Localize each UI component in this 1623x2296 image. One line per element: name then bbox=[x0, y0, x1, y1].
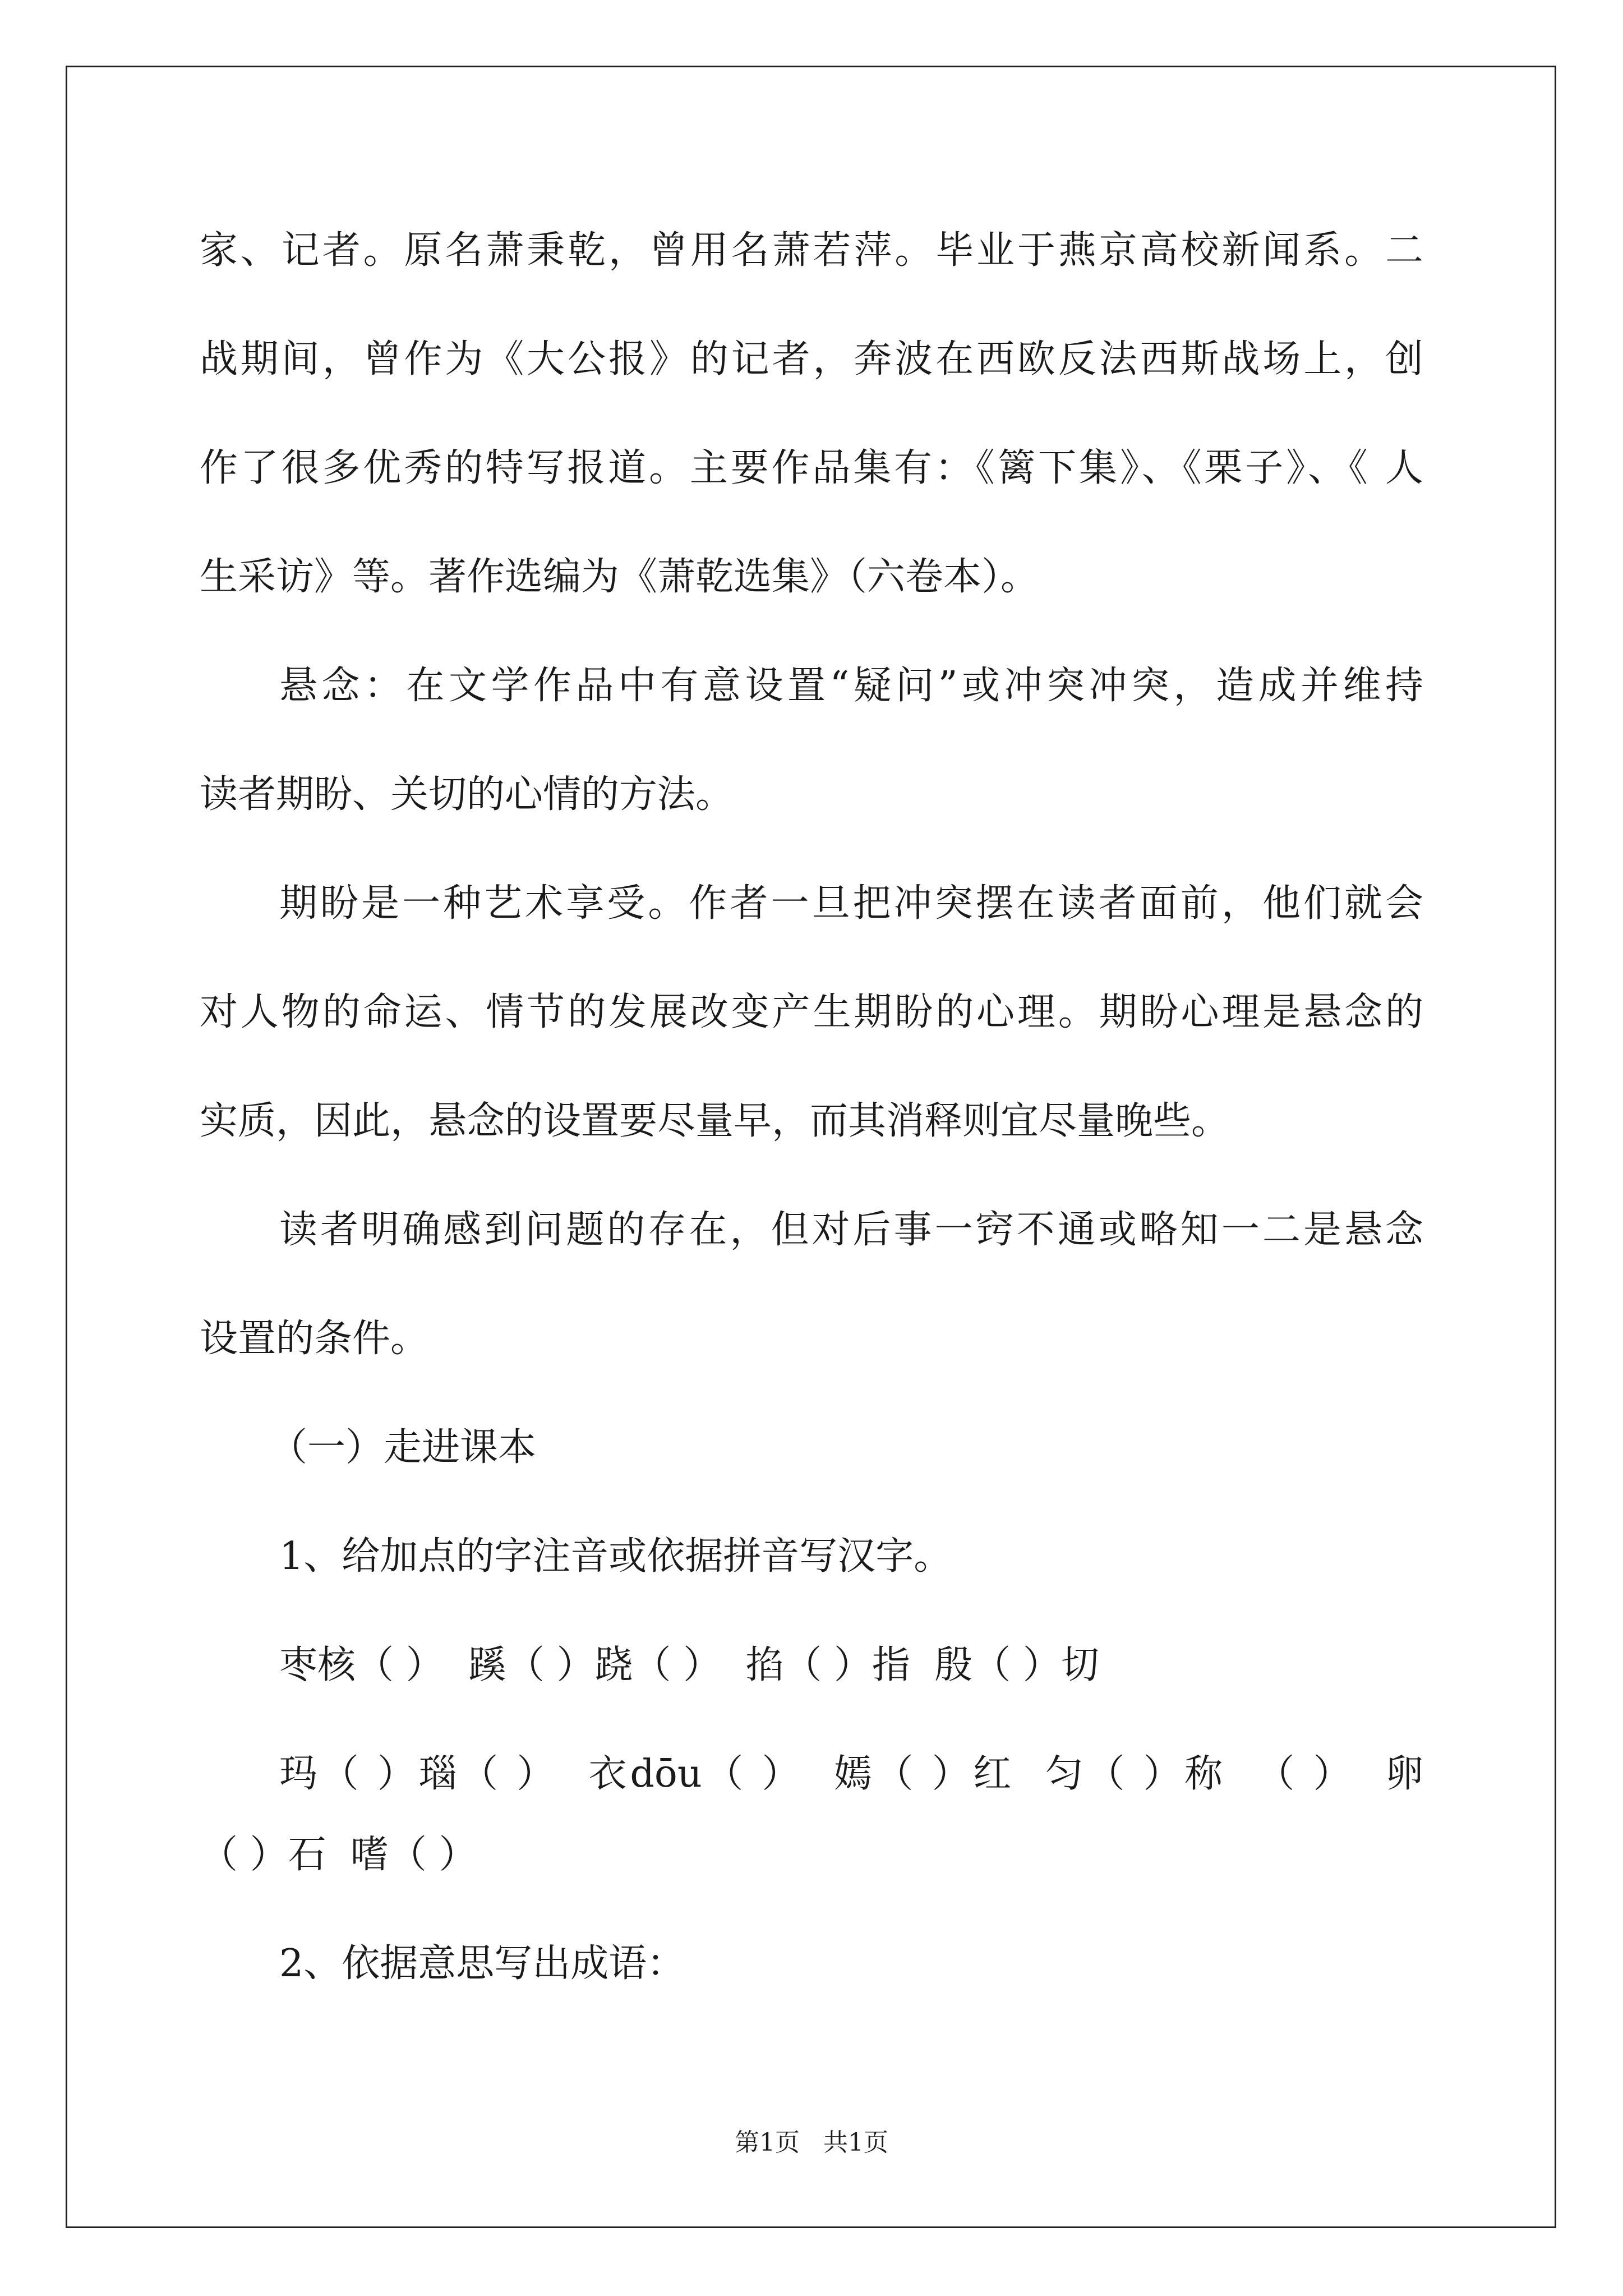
question1-line-1: 枣核（ ） 蹊（ ）跷（ ） 掐（ ）指 殷（ ）切 bbox=[279, 1643, 1099, 1687]
expectation-line-3: 实质，因此，悬念的设置要尽量早，而其消释则宜尽量晚些。 bbox=[200, 1099, 1230, 1143]
condition-line-1: 读者明确感到问题的存在，但对后事一窍不通或略知一二是悬念 bbox=[279, 1208, 1423, 1252]
question2-prompt: 2、依据意思写出成语： bbox=[279, 1941, 685, 1986]
question1-line-2: 玛（ ）瑙（ ） 衣dōu（ ） 嫣（ ）红 匀（ ）称 （ ） 卵 bbox=[279, 1752, 1423, 1796]
condition-line-2: 设置的条件。 bbox=[200, 1317, 429, 1361]
bio-line-1: 家、记者。原名萧秉乾，曾用名萧若萍。毕业于燕京高校新闻系。二 bbox=[200, 228, 1423, 273]
expectation-line-1: 期盼是一种艺术享受。作者一旦把冲突摆在读者面前，他们就会 bbox=[279, 881, 1423, 926]
question1-line-3: （ ）石 嗜（ ） bbox=[200, 1833, 477, 1877]
bio-line-4: 生采访》等。著作选编为《萧乾选集》（六卷本）。 bbox=[200, 555, 1039, 599]
bio-line-3: 作了很多优秀的特写报道。主要作品集有：《篱下集》、《栗子》、《 人 bbox=[200, 446, 1423, 490]
expectation-line-2: 对人物的命运、情节的发展改变产生期盼的心理。期盼心理是悬念的 bbox=[200, 990, 1423, 1034]
suspense-line-2: 读者期盼、关切的心情的方法。 bbox=[200, 772, 734, 817]
suspense-line-1: 悬念：在文学作品中有意设置“疑问”或冲突冲突，造成并维持 bbox=[279, 664, 1423, 708]
section-heading: （一）走进课本 bbox=[269, 1425, 537, 1470]
page-footer: 第1页 共1页 bbox=[735, 2128, 888, 2157]
bio-line-2: 战期间，曾作为《大公报》的记者，奔波在西欧反法西斯战场上，创 bbox=[200, 337, 1423, 381]
question1-prompt: 1、给加点的字注音或依据拼音写汉字。 bbox=[279, 1534, 952, 1579]
